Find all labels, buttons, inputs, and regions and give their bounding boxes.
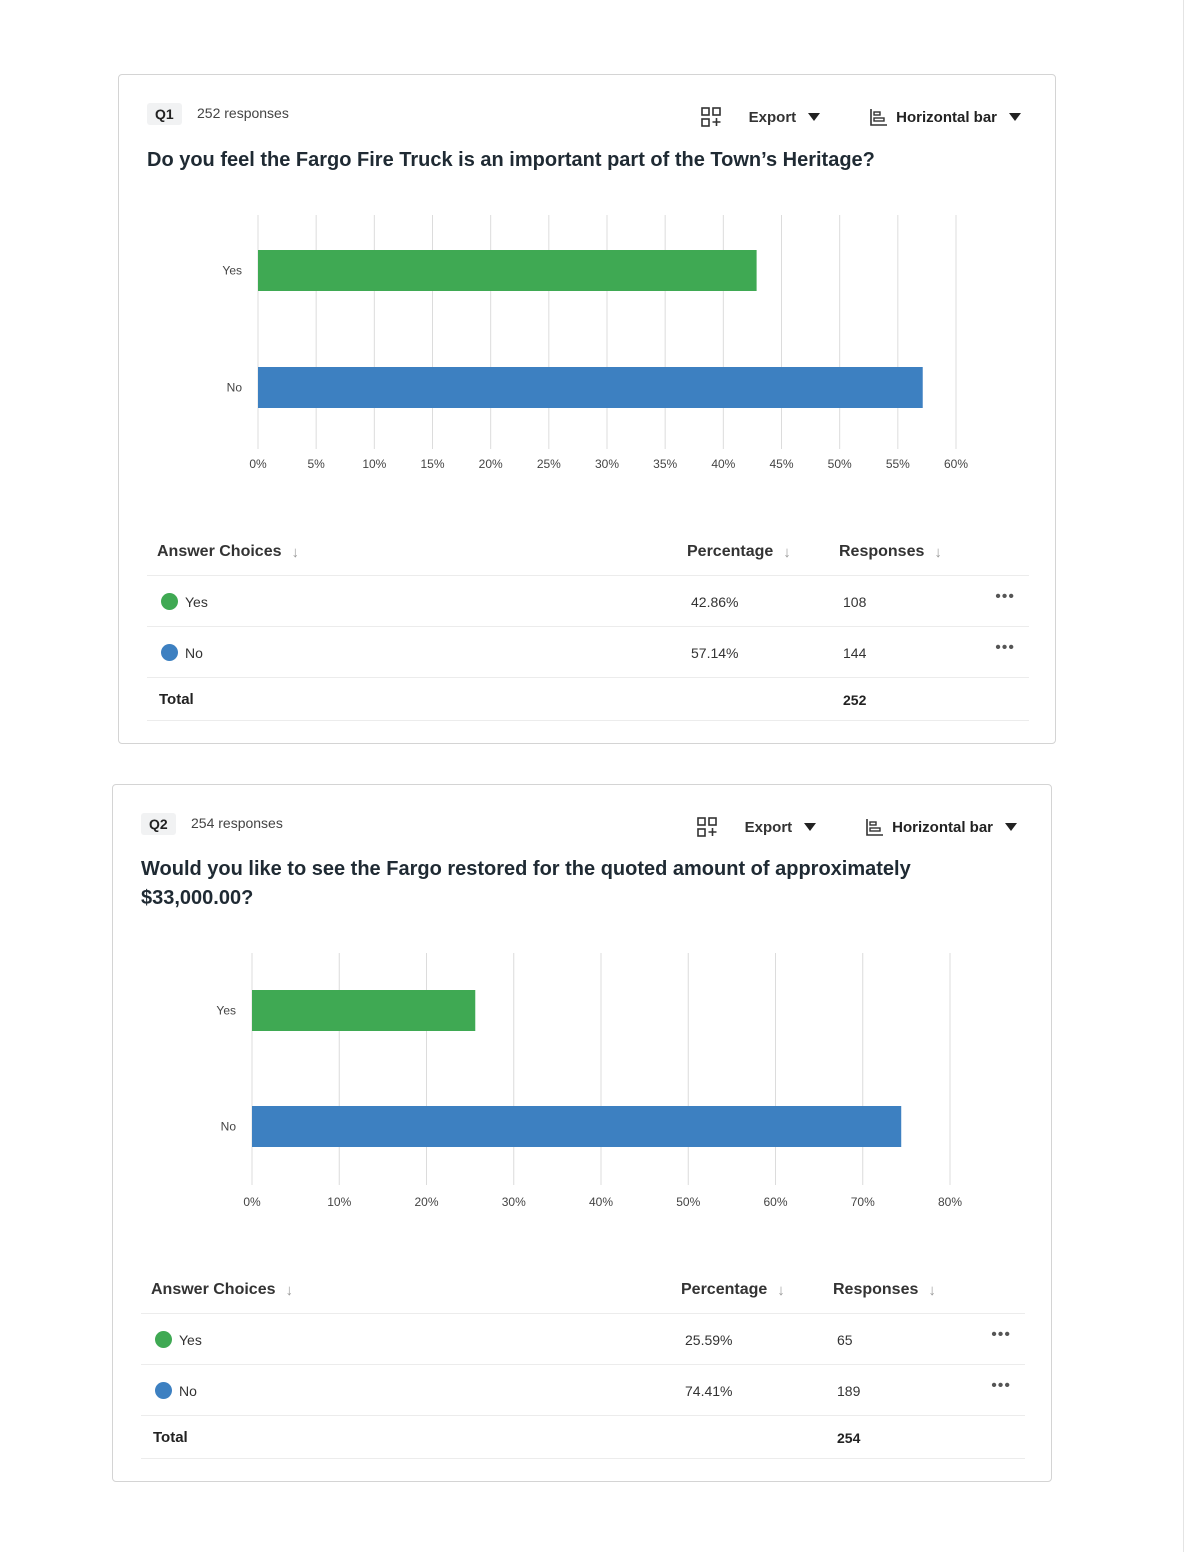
answer-choices-header[interactable] bbox=[151, 1281, 293, 1299]
color-dot-no bbox=[161, 644, 178, 661]
response-count: 252 responses bbox=[197, 105, 289, 121]
sort-arrow-icon: ↓ bbox=[783, 543, 791, 561]
percentage-header[interactable] bbox=[687, 543, 791, 561]
bar-yes bbox=[252, 990, 475, 1031]
color-dot-yes bbox=[161, 593, 178, 610]
response-count: 254 responses bbox=[191, 815, 283, 831]
answer-choices-header-label: Answer Choices bbox=[151, 1281, 276, 1298]
table-row bbox=[147, 576, 1029, 627]
sort-arrow-icon: ↓ bbox=[285, 1281, 293, 1299]
x-tick-label: 50% bbox=[676, 1195, 701, 1209]
export-label: Export bbox=[744, 818, 793, 836]
page-edge-line bbox=[1183, 0, 1184, 1552]
x-tick-label: 40% bbox=[588, 1195, 614, 1209]
category-label: No bbox=[226, 380, 242, 395]
x-tick-label: 30% bbox=[501, 1195, 526, 1209]
sort-arrow-icon: ↓ bbox=[291, 543, 299, 561]
question-title: Do you feel the Fargo Fire Truck is an important part of the Town’s Heritage? bbox=[147, 149, 875, 171]
x-tick-label: 80% bbox=[937, 1195, 963, 1209]
total-row bbox=[147, 678, 1029, 721]
percentage-value: 57.14% bbox=[691, 645, 739, 661]
x-tick-label: 0% bbox=[249, 457, 267, 471]
sort-arrow-icon: ↓ bbox=[928, 1281, 936, 1299]
export-label: Export bbox=[748, 108, 797, 126]
category-label: Yes bbox=[222, 263, 242, 278]
x-tick-label: 30% bbox=[594, 457, 620, 471]
total-label: Total bbox=[159, 691, 194, 708]
x-tick-label: 10% bbox=[362, 457, 387, 471]
x-tick-label: 25% bbox=[536, 457, 561, 471]
question-title: Would you like to see the Fargo restored for the quoted amount of approximately $33,000.00? bbox=[141, 858, 911, 909]
more-options-icon[interactable]: ••• bbox=[995, 639, 1015, 656]
answer-choices-header[interactable] bbox=[157, 543, 299, 561]
category-label: Yes bbox=[216, 1003, 236, 1018]
answer-choices-header-label: Answer Choices bbox=[157, 543, 282, 560]
percentage-header[interactable] bbox=[681, 1281, 785, 1299]
x-tick-label: 40% bbox=[711, 457, 736, 471]
x-tick-label: 45% bbox=[769, 457, 794, 471]
responses-header-label: Responses bbox=[833, 1281, 919, 1298]
x-tick-label: 20% bbox=[478, 457, 503, 471]
table-row bbox=[141, 1314, 1025, 1365]
percentage-value: 42.86% bbox=[691, 594, 739, 610]
percentage-header-label: Percentage bbox=[681, 1281, 768, 1298]
percentage-value: 25.59% bbox=[685, 1332, 733, 1348]
color-dot-no bbox=[155, 1382, 172, 1399]
x-tick-label: 0% bbox=[243, 1195, 261, 1209]
x-tick-label: 50% bbox=[827, 457, 852, 471]
total-label: Total bbox=[153, 1429, 188, 1446]
x-tick-label: 60% bbox=[943, 457, 969, 471]
choice-label: No bbox=[179, 1383, 197, 1399]
choice-label: No bbox=[185, 645, 203, 661]
answer-table bbox=[141, 1277, 1025, 1459]
x-tick-label: 55% bbox=[885, 457, 910, 471]
percentage-header-label: Percentage bbox=[687, 543, 774, 560]
question-badge: Q2 bbox=[141, 813, 176, 835]
choice-label: Yes bbox=[179, 1332, 202, 1348]
responses-header[interactable] bbox=[833, 1281, 936, 1299]
question-card-q2 bbox=[112, 784, 1052, 1482]
more-options-icon[interactable]: ••• bbox=[991, 1326, 1011, 1343]
total-value: 252 bbox=[843, 692, 867, 708]
chart-type-label: Horizontal bar bbox=[892, 818, 993, 836]
more-options-icon[interactable]: ••• bbox=[995, 588, 1015, 605]
x-tick-label: 10% bbox=[327, 1195, 352, 1209]
x-tick-label: 35% bbox=[653, 457, 678, 471]
responses-header-label: Responses bbox=[839, 543, 925, 560]
question-badge: Q1 bbox=[147, 103, 182, 125]
responses-value: 108 bbox=[843, 594, 867, 610]
table-header bbox=[141, 1277, 1025, 1314]
responses-value: 144 bbox=[843, 645, 867, 661]
sort-arrow-icon: ↓ bbox=[777, 1281, 785, 1299]
bar-yes bbox=[258, 250, 757, 291]
responses-value: 189 bbox=[837, 1383, 861, 1399]
table-row bbox=[141, 1365, 1025, 1416]
table-header bbox=[147, 539, 1029, 576]
total-row bbox=[141, 1416, 1025, 1459]
color-dot-yes bbox=[155, 1331, 172, 1348]
x-tick-label: 70% bbox=[850, 1195, 875, 1209]
percentage-value: 74.41% bbox=[685, 1383, 733, 1399]
chart-type-label: Horizontal bar bbox=[896, 108, 997, 126]
x-tick-label: 20% bbox=[414, 1195, 439, 1209]
x-tick-label: 60% bbox=[763, 1195, 788, 1209]
total-value: 254 bbox=[837, 1430, 861, 1446]
bar-no bbox=[258, 367, 923, 408]
more-options-icon[interactable]: ••• bbox=[991, 1377, 1011, 1394]
responses-header[interactable] bbox=[839, 543, 942, 561]
bar-chart-q1 bbox=[119, 75, 1057, 495]
x-tick-label: 15% bbox=[420, 457, 445, 471]
table-row bbox=[147, 627, 1029, 678]
x-tick-label: 5% bbox=[307, 457, 325, 471]
choice-label: Yes bbox=[185, 594, 208, 610]
responses-value: 65 bbox=[837, 1332, 853, 1348]
answer-table bbox=[147, 539, 1029, 721]
question-card-q1 bbox=[118, 74, 1056, 744]
bar-chart-q2 bbox=[113, 785, 1053, 1235]
category-label: No bbox=[220, 1119, 236, 1134]
bar-no bbox=[252, 1106, 901, 1147]
sort-arrow-icon: ↓ bbox=[934, 543, 942, 561]
